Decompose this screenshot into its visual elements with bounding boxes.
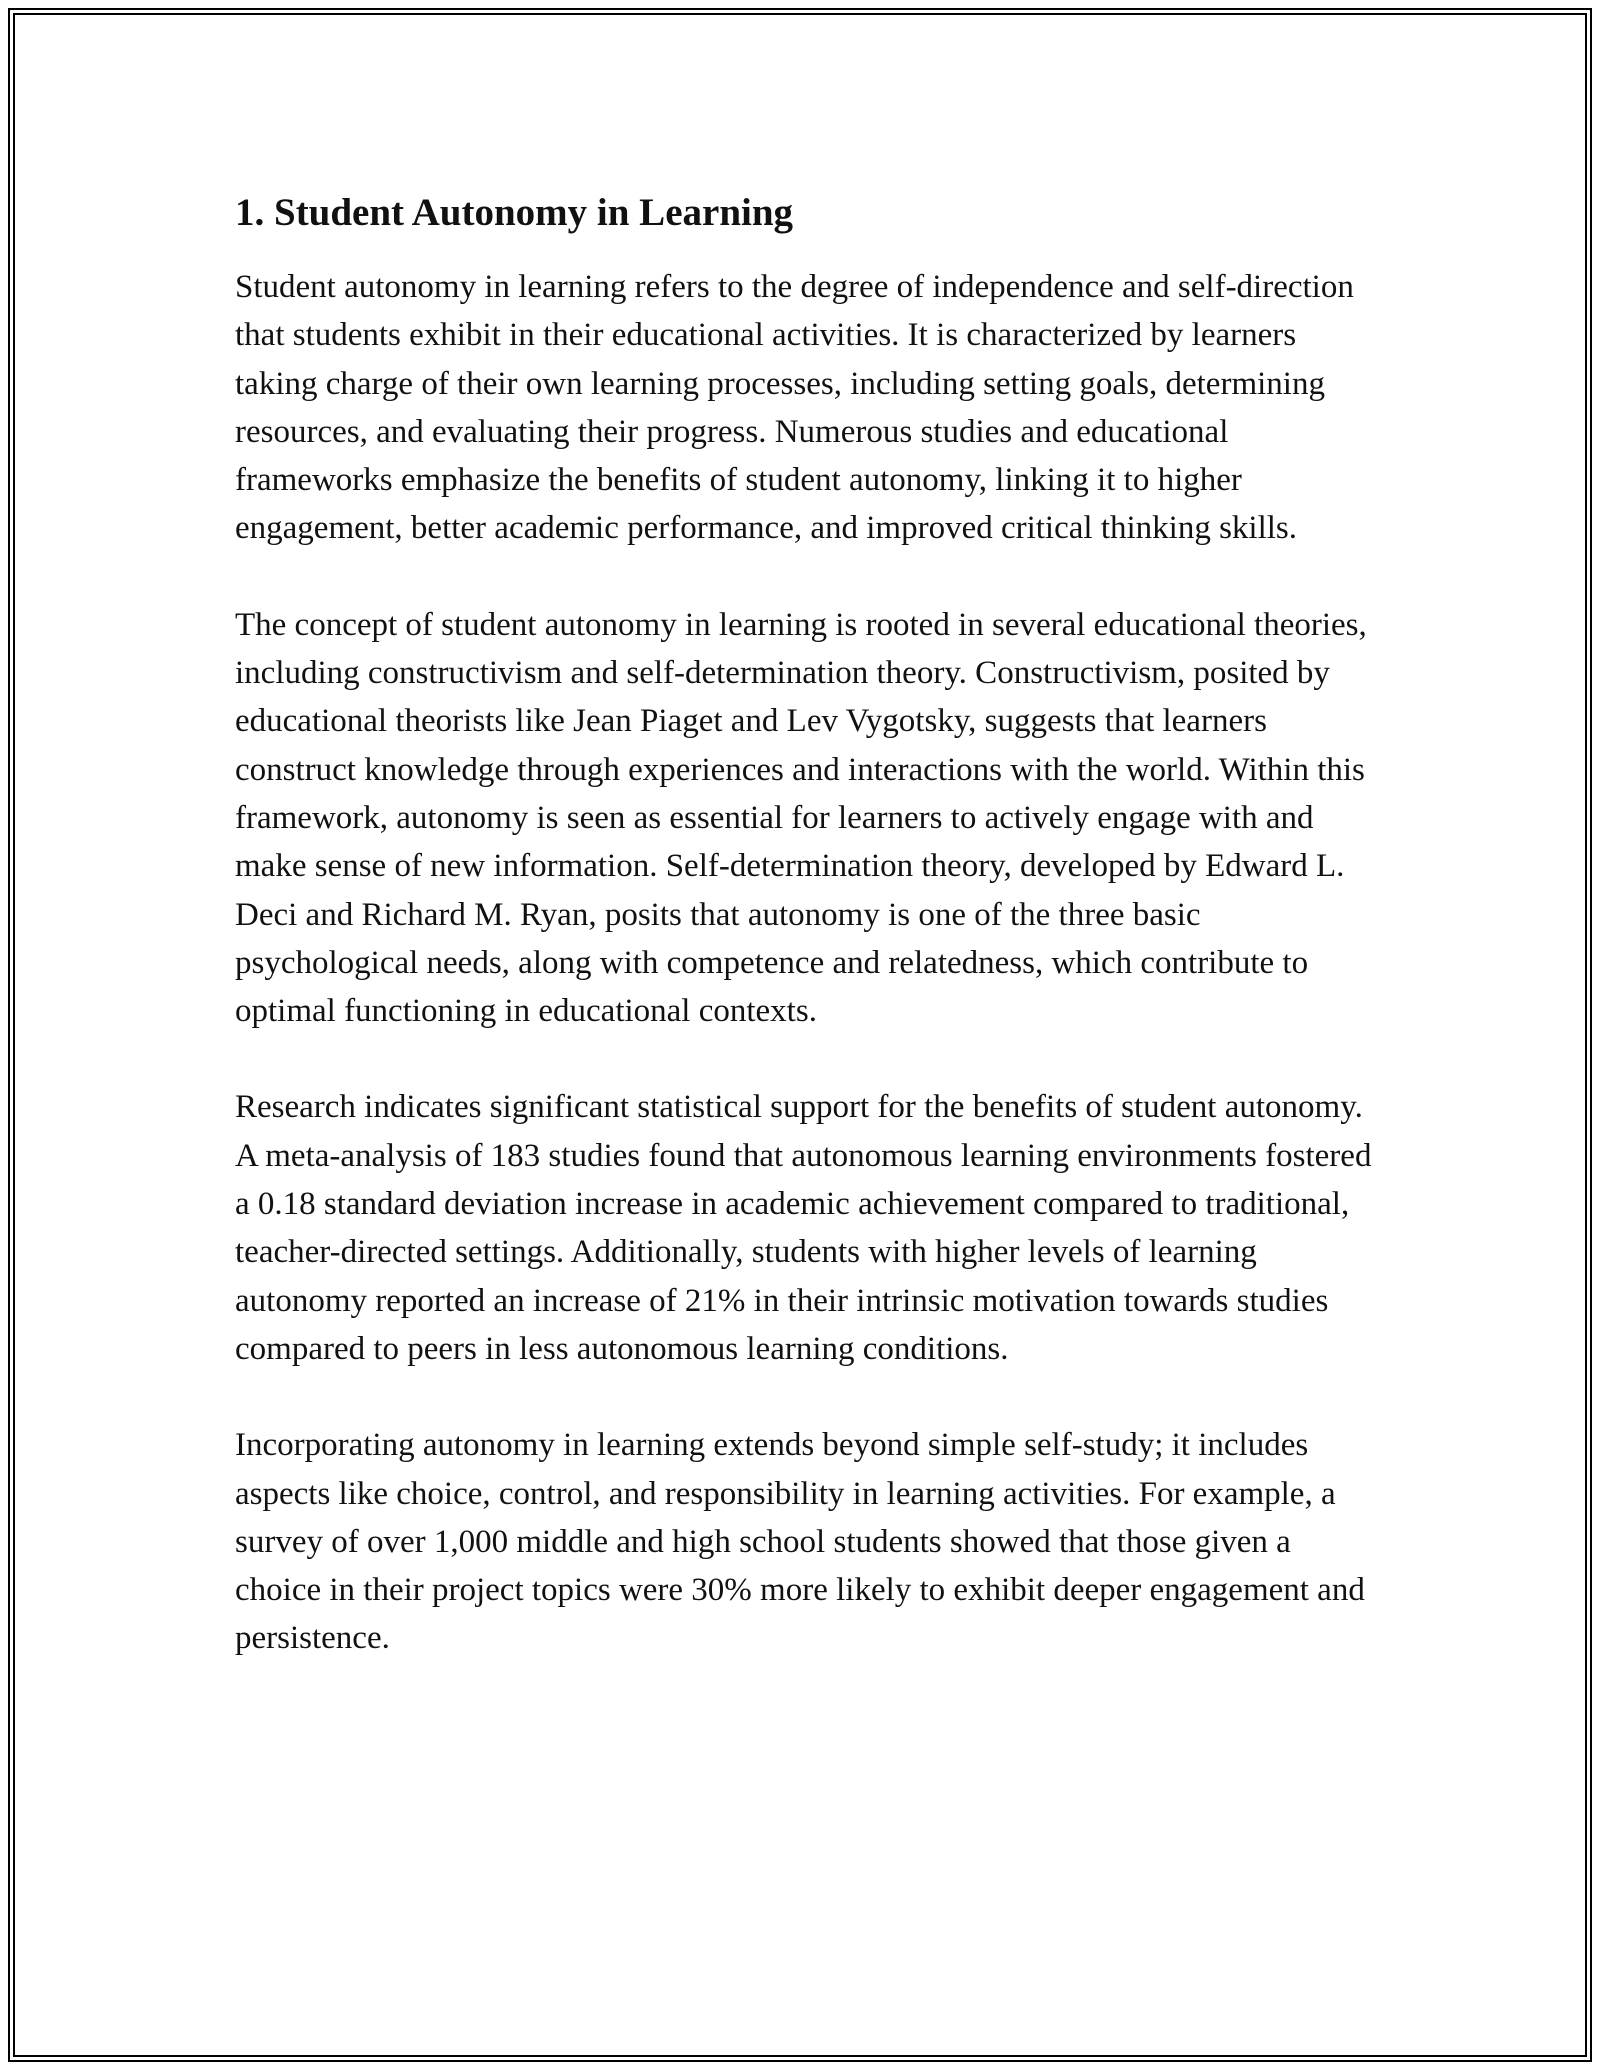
paragraph-incorporating: Incorporating autonomy in learning extends beyond simple self-study; it includes aspects like choice, control, and responsibility in learning activities. For example, a survey of over 1,000 middle and high school students showed that those given a choice in their project topics were 30% more likely to exhibit deeper engagement and persistence. <box>235 1427 1365 1657</box>
paragraph-research: Research indicates significant statistical support for the benefits of student autonomy. A meta-analysis of 183 studies found that autonomous learning environments fostered a 0.18 standard deviation increase in academic achievement compared to traditional, teacher-directed settings. Additionally, students with higher levels of learning autonomy reported an increase of 21% in their intrinsic motivation towards studies compared to peers in less autonomous learning conditions. <box>235 1089 1372 1367</box>
paragraph-definition: Student autonomy in learning refers to the degree of independence and self-direction that students exhibit in their educational activities. It is characterized by learners taking charge of their own learning processes, including setting goals, determining resources, and evaluating their progress. Numerous studies and educational frameworks emphasize the benefits of student autonomy, linking it to higher engagement, better academic performance, and improved critical thinking skills. <box>235 269 1354 547</box>
document-body <box>235 185 1375 1711</box>
paragraph-theory: The concept of student autonomy in learning is rooted in several educational theories, including constructivism and self-determination theory. Constructivism, posited by educational theorists like Jean Piaget and Lev Vygotsky, suggests that learners construct knowledge through experiences and interactions with the world. Within this framework, autonomy is seen as essential for learners to actively engage with and make sense of new information. Self-determination theory, developed by Edward L. Deci and Richard M. Ryan, posits that autonomy is one of the three basic psychological needs, along with competence and relatedness, which contribute to optimal functioning in educational contexts. <box>235 606 1367 1030</box>
section-title: 1. Student Autonomy in Learning <box>235 191 794 234</box>
